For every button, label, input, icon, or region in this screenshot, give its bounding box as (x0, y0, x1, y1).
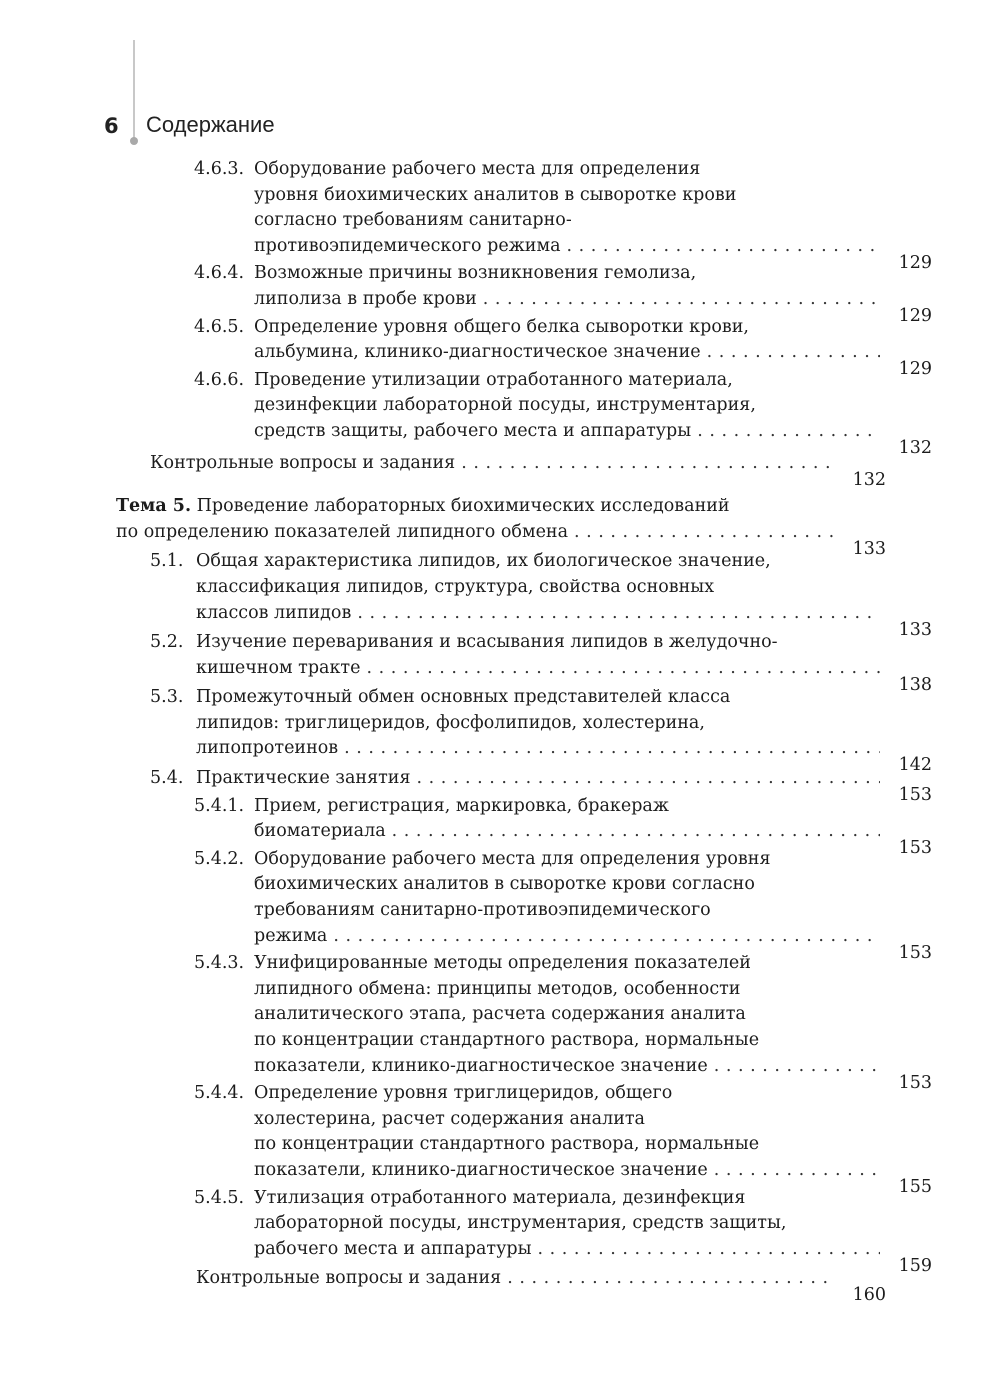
toc-entry-line (254, 872, 884, 898)
toc-entry-number: 5.3. (150, 687, 184, 708)
toc-entry-line (254, 183, 884, 209)
toc-entry-line (196, 736, 932, 776)
toc-entry[interactable] (194, 847, 932, 963)
toc-entry-number: 5.4.4. (194, 1083, 245, 1104)
toc-entry-text: уровня биохимических аналитов в сыворотке крови (254, 184, 737, 205)
toc-entry-line (254, 1002, 884, 1028)
toc-entry-text: Возможные причины возникновения гемолиза, (254, 263, 697, 284)
toc-entry-line (254, 419, 932, 458)
toc-entry-text: Практические занятия (196, 768, 411, 789)
toc-entry-text: Общая характеристика липидов, их биологическое значение, (196, 551, 771, 572)
toc-entry-line (254, 393, 884, 419)
toc-entry-text: Проведение лабораторных биохимических исследований (196, 496, 730, 517)
toc-entry-line (254, 924, 932, 963)
toc-entry-text: Оборудование рабочего места для определения уровня (254, 848, 771, 869)
dot-leader (714, 1054, 880, 1080)
toc-entry-text: рабочего места и аппаратуры (254, 1238, 532, 1259)
toc-entry-text: кишечном тракте (196, 657, 361, 678)
toc-entry-line (254, 234, 932, 273)
toc-entry-text: противоэпидемического режима (254, 235, 561, 256)
toc-entry-number: 5.4.5. (194, 1187, 245, 1208)
toc-entry-line (150, 451, 886, 490)
toc-page-number: 132 (898, 437, 932, 458)
toc-entry-line (196, 549, 884, 575)
toc-entry-line (196, 630, 884, 656)
toc-entry-text: биоматериала (254, 821, 386, 842)
toc-entry-line (196, 1266, 886, 1306)
toc-entry-line (196, 575, 884, 601)
toc-entry[interactable] (150, 685, 932, 776)
toc-entry[interactable] (150, 451, 886, 490)
toc-page-number: 153 (898, 785, 932, 806)
toc-entry-text: аналитического этапа, расчета содержания аналита (254, 1004, 746, 1025)
toc-entry-text: режима (254, 925, 328, 946)
toc-entry-text: Проведение утилизации отработанного материала, (254, 369, 733, 390)
toc-page-number: 142 (898, 755, 932, 776)
dot-leader (366, 656, 880, 682)
toc-entry-number: 4.6.6. (194, 369, 245, 390)
toc-entry-text: по определению показателей липидного обмена (116, 521, 569, 542)
table-of-contents (0, 157, 1000, 1306)
toc-entry-text: Определение уровня триглицеридов, общего (254, 1083, 673, 1104)
toc-entry-line (196, 711, 884, 737)
toc-entry-text: липидного обмена: принципы методов, особенности (254, 978, 741, 999)
toc-entry-text: холестерина, расчет содержания аналита (254, 1108, 645, 1129)
toc-entry-text: Изучение переваривания и всасывания липидов в желудочно- (196, 632, 778, 653)
toc-entry-text: липопротеинов (196, 738, 339, 759)
toc-entry-number: 5.4. (150, 768, 184, 789)
toc-entry-line (254, 1132, 884, 1158)
running-title: Содержание (146, 112, 275, 137)
toc-entry-text: биохимических аналитов в сыворотке крови согласно (254, 874, 755, 895)
toc-entry[interactable] (194, 261, 932, 326)
toc-page-number: 153 (898, 838, 932, 859)
toc-entry-line (254, 157, 884, 183)
toc-entry-text: показатели, клинико-диагностическое значение (254, 1055, 708, 1076)
toc-page-number: 129 (898, 359, 932, 380)
dot-leader (333, 924, 880, 950)
toc-entry-line (254, 1237, 932, 1276)
toc-entry[interactable] (196, 1266, 886, 1306)
toc-entry-line (254, 898, 884, 924)
toc-entry-line (254, 794, 884, 820)
toc-entry-text: показатели, клинико-диагностическое значение (254, 1159, 708, 1180)
toc-entry-text: Утилизация отработанного материала, дезинфекция (254, 1187, 746, 1208)
dot-leader (507, 1266, 834, 1292)
toc-page-number: 138 (898, 674, 932, 695)
dot-leader (392, 819, 880, 845)
toc-page-number: 153 (898, 942, 932, 963)
toc-entry-number: 5.4.3. (194, 953, 245, 974)
toc-entry-text: липолиза в пробе крови (254, 288, 477, 309)
toc-page-number: 133 (852, 538, 886, 559)
toc-entry-number: 5.4.2. (194, 848, 245, 869)
toc-page-number: 159 (898, 1255, 932, 1276)
toc-entry-text: требованиям санитарно-противоэпидемического (254, 900, 711, 921)
toc-entry[interactable] (194, 157, 932, 273)
toc-entry-text: по концентрации стандартного раствора, нормальные (254, 1134, 760, 1155)
toc-page-number: 129 (898, 252, 932, 273)
toc-entry-text: дезинфекции лабораторной посуды, инструментария, (254, 395, 756, 416)
dot-leader (344, 736, 880, 762)
toc-entry-line (254, 1158, 932, 1197)
dot-leader (714, 1158, 880, 1184)
toc-entry-number: 4.6.4. (194, 263, 245, 284)
toc-entry-text: согласно требованиям санитарно- (254, 210, 572, 231)
dot-leader (567, 234, 880, 260)
toc-entry-text: Контрольные вопросы и задания (150, 452, 456, 473)
toc-entry-line (254, 287, 932, 326)
theme-label: Тема 5. (116, 496, 192, 517)
toc-page-number: 153 (898, 1072, 932, 1093)
toc-entry-text: Определение уровня общего белка сыворотки крови, (254, 316, 749, 337)
toc-entry-text: по концентрации стандартного раствора, нормальные (254, 1030, 760, 1050)
toc-entry-text: лабораторной посуды, инструментария, средств защиты, (254, 1213, 787, 1234)
toc-entry-line (254, 261, 884, 287)
toc-entry-text: Промежуточный обмен основных представителей класса (196, 687, 731, 708)
toc-entry-line (254, 368, 884, 394)
dot-leader (574, 520, 834, 546)
dot-leader (707, 340, 880, 366)
dot-leader (417, 766, 881, 792)
page-number: 6 (104, 114, 119, 138)
toc-entry-number: 5.2. (150, 632, 184, 653)
toc-entry-line (254, 1211, 884, 1237)
toc-page-number: 155 (898, 1176, 932, 1197)
toc-page-number: 129 (898, 305, 932, 326)
toc-page-number: 133 (898, 619, 932, 640)
toc-entry-line (254, 951, 884, 977)
toc-entry-line (254, 1107, 884, 1133)
toc-page-number: 132 (852, 469, 886, 490)
toc-entry-number: 5.4.1. (194, 795, 245, 816)
toc-entry-line (196, 656, 932, 695)
dot-leader (357, 601, 880, 627)
toc-entry[interactable] (194, 951, 932, 1093)
toc-entry-text: классов липидов (196, 602, 352, 623)
toc-entry-text: средств защиты, рабочего места и аппаратуры (254, 420, 692, 441)
dot-leader (461, 451, 834, 477)
header-rule (133, 40, 135, 141)
toc-entry-line (254, 1028, 884, 1054)
toc-entry-line (116, 494, 838, 520)
toc-entry-text: липидов: триглицеридов, фосфолипидов, холестерина, (196, 712, 705, 733)
toc-entry-number: 4.6.5. (194, 316, 245, 337)
toc-entry-line (254, 977, 884, 1003)
toc-entry-line (196, 685, 884, 711)
toc-entry-text: Унифицированные методы определения показателей (254, 953, 751, 974)
toc-entry-text: Прием, регистрация, маркировка, бракераж (254, 795, 669, 816)
toc-entry-line (254, 847, 884, 873)
toc-page-number: 160 (852, 1285, 886, 1306)
toc-entry-line (116, 520, 886, 559)
dot-leader (483, 287, 880, 313)
toc-entry-text: классификация липидов, структура, свойства основных (196, 576, 715, 597)
header-rule-dot (130, 137, 138, 145)
toc-entry[interactable] (150, 549, 932, 640)
toc-entry-text: Оборудование рабочего места для определения (254, 159, 701, 179)
toc-entry-line (254, 1054, 932, 1093)
toc-entry-line (254, 315, 884, 341)
toc-entry[interactable] (150, 630, 932, 695)
toc-entry-text: Контрольные вопросы и задания (196, 1268, 502, 1289)
toc-entry-line (196, 601, 932, 640)
toc-entry-number: 5.1. (150, 551, 184, 572)
toc-entry-line (254, 208, 884, 234)
toc-entry-line (254, 1186, 884, 1212)
toc-entry[interactable] (116, 494, 886, 559)
toc-entry-number: 4.6.3. (194, 159, 245, 179)
toc-entry-text: альбумина, клинико-диагностическое значение (254, 342, 701, 363)
dot-leader (538, 1237, 880, 1263)
dot-leader (697, 419, 880, 445)
toc-entry-line (254, 1081, 884, 1107)
